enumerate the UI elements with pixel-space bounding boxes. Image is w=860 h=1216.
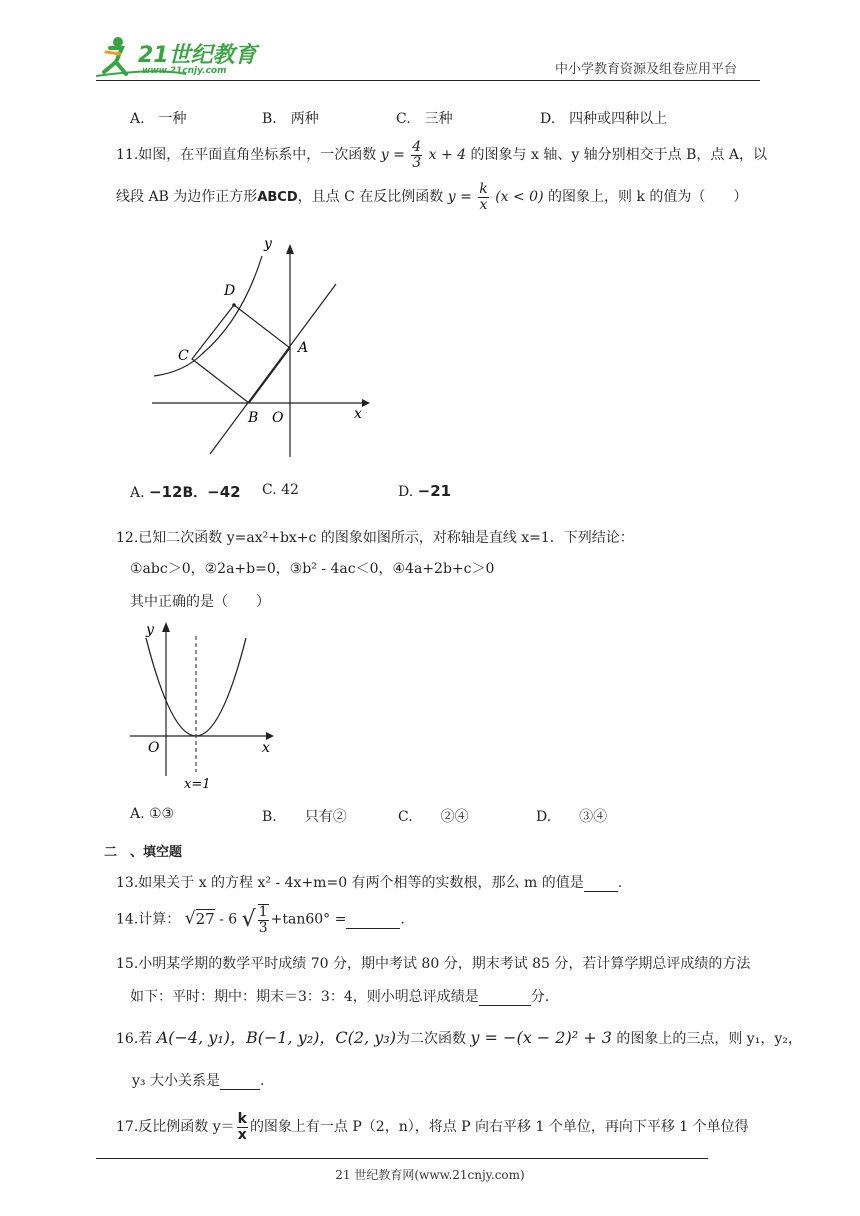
q11-line-2 xyxy=(116,182,747,212)
sqrt-icon: √ xyxy=(184,908,196,929)
q11-frac-den: 3 xyxy=(412,154,422,171)
logo-url: www.21cnjy.com xyxy=(142,66,227,76)
q11-label-c: C xyxy=(178,348,189,364)
footer-text: 21 世纪教育网(www.21cnjy.com) xyxy=(335,1168,525,1182)
q11-inv-den: x xyxy=(479,196,488,213)
q11-text-2: 的图象与 x 轴、y 轴分别相交于点 B，点 A，以 xyxy=(470,147,767,164)
q11-option-b-value: −42 xyxy=(207,483,241,501)
q10-option-d: D. 四种或四种以上 xyxy=(540,111,668,127)
q11-line-1 xyxy=(116,140,767,170)
q11-text-4: ，且点 C 在反比例函数 xyxy=(297,189,444,206)
q13-text: 13.如果关于 x 的方程 x² - 4x+m=0 有两个相等的实数根，那么 m 的值是 xyxy=(116,875,584,891)
q15-text-2: 如下：平时：期中：期末＝3：3：4，则小明总评成绩是 xyxy=(130,989,479,1005)
q12-figure xyxy=(126,616,286,796)
q12-line-1: 12.已知二次函数 y=ax²+bx+c 的图象如图所示，对称轴是直线 x=1．下列结论： xyxy=(116,530,634,546)
q11-option-d xyxy=(398,482,451,500)
q14-fraction xyxy=(258,904,269,935)
q11-inv-cond: (x < 0) xyxy=(495,189,544,206)
q11-x-arrow xyxy=(362,399,370,407)
q11-option-b-label: B． xyxy=(182,485,208,501)
q12-option-a: A. ①③ xyxy=(130,806,175,822)
q16-line-2 xyxy=(132,1070,264,1090)
q11-linear-function xyxy=(210,284,336,454)
q11-point-d xyxy=(232,303,236,307)
q13-answer-blank xyxy=(584,875,618,892)
q14-sqrt27: 27 xyxy=(195,909,215,928)
q14-answer-blank xyxy=(346,912,400,929)
q11-text-5: 的图象上，则 k 的值为（ ） xyxy=(548,189,748,206)
q14-frac-den: 3 xyxy=(258,919,268,936)
header-platform-text: 中小学教育资源及组卷应用平台 xyxy=(555,62,738,77)
q16-end: . xyxy=(259,1073,265,1089)
q16-points: A(−4, y₁)，B(−1, y₂)，C(2, y₃) xyxy=(156,1028,396,1047)
q17-text-1: 17.反比例函数 y＝ xyxy=(116,1119,235,1136)
q17-frac-den: x xyxy=(237,1126,247,1143)
q11-label-x: x xyxy=(354,406,362,422)
q14-text: 14.计算： xyxy=(116,911,181,928)
q13-line xyxy=(116,872,622,892)
q17-line xyxy=(116,1112,749,1142)
q11-frac-num: 4 xyxy=(412,139,422,155)
section-fill-blank-title: 二 、填空题 xyxy=(104,845,183,860)
q12-label-x: x xyxy=(262,740,270,756)
q15-answer-blank xyxy=(479,989,531,1006)
q14-tan: +tan60° = xyxy=(270,911,347,928)
q16-func: y = −(x − 2)² + 3 xyxy=(470,1028,612,1047)
q11-func-y: y = xyxy=(380,147,405,164)
logo-text: 21世纪教育 xyxy=(138,43,257,68)
q11-option-d-label: D. xyxy=(398,484,414,500)
q11-func-rest: x + 4 xyxy=(428,147,467,164)
q11-option-c: C. 42 xyxy=(262,482,299,498)
q12-option-b: B. 只有② xyxy=(262,809,347,825)
q11-inv-y: y = xyxy=(447,189,472,206)
q14-end: . xyxy=(400,911,405,928)
q14-frac-num: 1 xyxy=(258,904,268,920)
q11-fraction xyxy=(411,140,422,170)
q12-label-o: O xyxy=(148,740,160,756)
q12-option-c: C. ②④ xyxy=(398,809,469,825)
sqrt-icon-2: √ xyxy=(241,907,256,933)
q17-text-2: 的图象上有一点 P（2，n），将点 P 向右平移 1 个单位，再向下平移 1 个单位得 xyxy=(249,1119,749,1136)
q11-y-arrow xyxy=(286,244,294,254)
q12-x-arrow xyxy=(266,732,274,740)
q11-options-ab xyxy=(130,482,241,502)
q11-hyperbola xyxy=(154,256,262,376)
q16-answer-blank xyxy=(220,1073,260,1090)
q12-option-d: D. ③④ xyxy=(536,809,608,825)
q11-option-d-value: −21 xyxy=(417,482,452,500)
q15-line-2 xyxy=(130,986,549,1006)
q17-frac-num: k xyxy=(237,1111,247,1127)
q15-end: 分. xyxy=(530,989,550,1005)
q16-line-1 xyxy=(116,1025,802,1048)
q11-square-abcd: ABCD xyxy=(257,190,298,206)
q12-line-3: 其中正确的是（ ） xyxy=(130,594,270,610)
footer-divider xyxy=(96,1158,708,1159)
q11-figure xyxy=(140,232,380,462)
q10-option-c: C. 三种 xyxy=(396,111,453,127)
q11-text-1: 11.如图，在平面直角坐标系中，一次函数 xyxy=(116,147,377,164)
q14-line xyxy=(116,904,405,935)
q11-square xyxy=(192,305,290,403)
q16-text-3: 的图象上的三点，则 y₁，y₂， xyxy=(616,1031,802,1047)
q16-text-1: 16.若 xyxy=(116,1031,153,1047)
q14-minus6: - 6 xyxy=(214,911,238,928)
q12-line-2: ①abc＞0，②2a+b=0，③b² - 4ac＜0，④4a+2b+c＞0 xyxy=(130,561,495,577)
q11-inv-fraction xyxy=(478,182,488,212)
q12-y-arrow xyxy=(162,622,170,632)
q10-option-b: B. 两种 xyxy=(262,111,319,127)
q12-label-axis: x=1 xyxy=(184,777,211,792)
q13-end: . xyxy=(617,875,623,891)
site-logo xyxy=(96,34,266,80)
q11-text-3: 线段 AB 为边作正方形 xyxy=(116,189,258,206)
q11-inv-num: k xyxy=(479,181,488,197)
q11-option-a-value: −12 xyxy=(149,483,183,501)
q11-label-y: y xyxy=(264,236,272,252)
q11-label-o: O xyxy=(272,410,284,426)
q17-fraction xyxy=(237,1112,248,1142)
q11-option-a-label: A. xyxy=(130,485,145,501)
header-divider xyxy=(96,80,760,81)
q15-line-1: 15.小明某学期的数学平时成绩 70 分，期中考试 80 分，期末考试 85 分，若计算学期总评成绩的方法 xyxy=(116,956,751,972)
q16-text-2: 为二次函数 xyxy=(395,1031,466,1047)
q11-label-b: B xyxy=(248,410,259,426)
q10-option-a: A. 一种 xyxy=(130,111,187,127)
q16-text-4: y₃ 大小关系是 xyxy=(132,1073,220,1089)
q11-label-a: A xyxy=(298,340,309,356)
q11-label-d: D xyxy=(224,283,236,299)
q12-label-y: y xyxy=(146,622,154,638)
